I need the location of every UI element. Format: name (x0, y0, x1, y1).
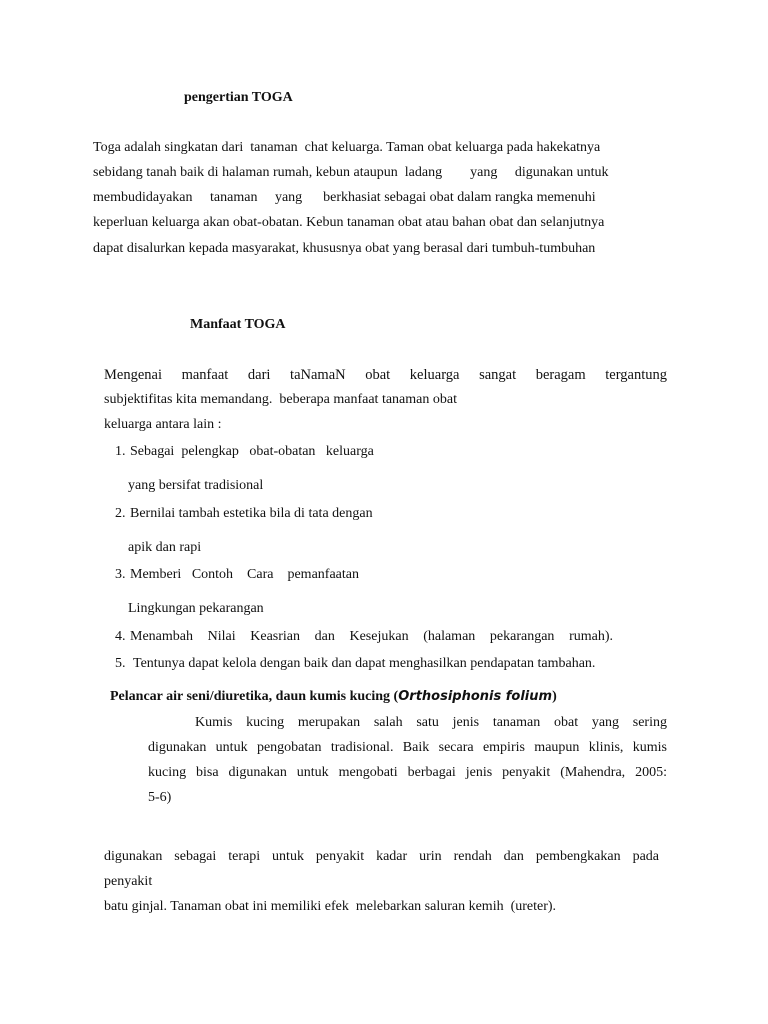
paragraph-line: keperluan keluarga akan obat-obatan. Kebun tanaman obat atau bahan obat dan selanjutnya (93, 215, 605, 230)
list-item: Sebagai pelengkap obat-obatan keluarga (130, 444, 374, 459)
list-item: Memberi Contoh Cara pemanfaatan (130, 567, 359, 582)
paragraph-line: penyakit (104, 874, 153, 889)
heading-pelancar (110, 690, 557, 704)
list-number: 1. (115, 444, 126, 459)
paragraph-line: dapat disalurkan kepada masyarakat, khususnya obat yang berasal dari tumbuh-tumbuhan (93, 241, 596, 256)
list-item: Menambah Nilai Keasrian dan Kesejukan (halaman pekarangan rumah). (130, 629, 613, 644)
intro-line: subjektifitas kita memandang. beberapa manfaat tanaman obat (104, 392, 457, 407)
paragraph-line: 5-6) (148, 790, 172, 805)
list-item-continuation: Lingkungan pekarangan (128, 601, 264, 616)
list-number: 4. (115, 629, 126, 644)
intro-line: keluarga antara lain : (104, 417, 222, 432)
heading-manfaat: Manfaat TOGA (190, 317, 286, 332)
paragraph-line: digunakan untuk pengobatan tradisional. Baik secara empiris maupun klinis, kumis (148, 740, 667, 755)
list-item: Bernilai tambah estetika bila di tata dengan (130, 506, 373, 521)
list-item-continuation: apik dan rapi (128, 540, 202, 555)
heading-text: Pelancar air seni/diuretika, daun kumis kucing ( (110, 689, 399, 704)
latin-name: Orthosiphonis folium (398, 689, 553, 704)
list-number: 2. (115, 506, 126, 521)
paragraph-line: membudidayakan tanaman yang berkhasiat sebagai obat dalam rangka memenuhi (93, 190, 596, 205)
heading-pengertian: pengertian TOGA (184, 90, 293, 105)
intro-line: Mengenai manfaat dari taNamaN obat keluarga sangat beragam tergantung (104, 367, 667, 383)
paragraph-line: kucing bisa digunakan untuk mengobati berbagai jenis penyakit (Mahendra, 2005: (148, 765, 667, 780)
paragraph-line: Kumis kucing merupakan salah satu jenis tanaman obat yang sering (195, 715, 667, 730)
list-item: Tentunya dapat kelola dengan baik dan dapat menghasilkan pendapatan tambahan. (133, 656, 596, 671)
paragraph-line: Toga adalah singkatan dari tanaman chat keluarga. Taman obat keluarga pada hakekatnya (93, 140, 601, 155)
paragraph-line: digunakan sebagai terapi untuk penyakit kadar urin rendah dan pembengkakan pada (104, 849, 659, 864)
list-item-continuation: yang bersifat tradisional (128, 478, 264, 493)
heading-suffix: ) (552, 689, 557, 704)
list-number: 5. (115, 656, 126, 671)
paragraph-line: batu ginjal. Tanaman obat ini memiliki efek melebarkan saluran kemih (ureter). (104, 899, 557, 914)
paragraph-line: sebidang tanah baik di halaman rumah, kebun ataupun ladang yang digunakan untuk (93, 165, 609, 180)
list-number: 3. (115, 567, 126, 582)
